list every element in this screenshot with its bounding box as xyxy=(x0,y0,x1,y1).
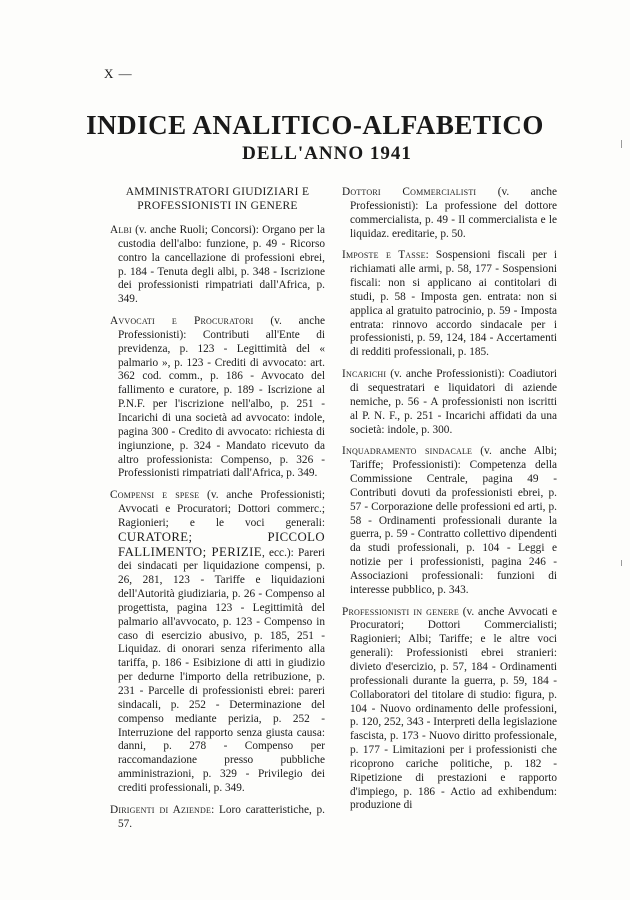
page-subtitle: DELL'ANNO 1941 xyxy=(242,143,412,164)
index-entry-avvocati xyxy=(110,315,325,481)
index-entry-imposte xyxy=(342,249,557,360)
index-entry-albi xyxy=(110,224,325,307)
index-entry-dottori xyxy=(342,186,557,241)
index-entry-compensi xyxy=(110,489,325,796)
entry-text: (v. anche Professionisti; Avvocati e Procuratori; Dottori commerc.; Ragionieri; e le voci generali: xyxy=(118,489,325,529)
left-column xyxy=(110,186,325,839)
entry-head: Compensi e spese xyxy=(110,489,200,502)
entry-text: (v. anche Avvocati e Procuratori; Dottori Commercialisti; Ragionieri; Albi; Tariffe; e le altre voci generali): Professionisti ebrei stranieri: divieto d'esercizio, p. 57, 184 - Ordinamenti professionali durante la guerra, p. 59, 184 - Collaboratori del titolare di studio: figura, p. 104 - Nuovo ordinamento delle professioni, p. 120, 252, 343 - Interpreti della legislazione fascista, p. 173 - Nuovo diritto professionale, p. 177 - Limitazioni per i professionisti che ricoprono cariche politiche, p. 182 - Ripetizione di prestazioni e rapporto d'impiego, p. 186 - Actio ad exhibendum: produzione di xyxy=(350,605,557,812)
scan-mark xyxy=(621,140,622,148)
entry-head: Professionisti in genere xyxy=(342,605,459,618)
page-title: INDICE ANALITICO-ALFABETICO xyxy=(86,110,544,140)
index-entry-dirigenti xyxy=(110,804,325,832)
scan-mark xyxy=(621,560,622,566)
entry-text: (v. anche Professionisti): Contributi all'Ente di previdenza, p. 123 - Legittimità del « palmario », p. 123 - Crediti di avvocato: art. 362 cod. comm., p. 186 - Avvocato del fallimento e curatore, p. 189 - Iscrizione al P.N.F. per l'iscrizione nell'albo, p. 251 - Incarichi di una società ad avvocato: indole, pagina 300 - Credito di avvocato: richiesta di ingiunzione, p. 324 - Mandato ricevuto da altro professionista: Compenso, p. 326 - Professionisti rimpatriati dall'Africa, p. 349. xyxy=(118,315,325,480)
entry-head: Incarichi xyxy=(342,368,387,381)
entry-head: Dottori Commercialisti xyxy=(342,186,477,198)
entry-emphasis: CURATORE; PICCOLO FALLIMENTO; PERIZIE xyxy=(118,529,325,559)
index-entry-incarichi xyxy=(342,368,557,437)
section-heading: AMMINISTRATORI GIUDIZIARI E PROFESSIONISTI IN GENERE xyxy=(125,186,310,212)
right-column xyxy=(342,186,557,821)
entry-text: (v. anche Professionisti): Coadiutori di sequestratari e liquidatori di aziende nemiche, p. 56 - A professionisti non iscritti al P. N. F., p. 251 - Incarichi affidati da una società: indole, p. 300. xyxy=(350,368,557,436)
entry-head: Inquadramento sindacale xyxy=(342,445,473,458)
entry-text: (v. anche Ruoli; Concorsi): Organo per la custodia dell'albo: funzione, p. 49 - Ricorso contro la cancellazione di professioni ebrei, p. 184 - Tenuta degli albi, p. 348 - Iscrizione dei professionisti rimpatriati dall'Africa, p. 349. xyxy=(118,224,325,306)
index-entry-professionisti xyxy=(342,606,557,814)
entry-text: (v. anche Albi; Tariffe; Professionisti): Competenza della Commissione Centrale, pagina 49 - Contributi dovuti da professionisti ebrei, p. 57 - Corporazione delle professioni ed arti, p. 58 - Ordinamenti professionali durante la guerra, p. 59 - Contratto collettivo dipendenti da studi professionali, p. 104 - Leggi e notizie per i professionisti, pagina 246 - Associazioni professionali: funzioni di interesse pubblico, p. 343. xyxy=(350,445,557,596)
page-number: X — xyxy=(104,66,133,81)
entry-head: Imposte e Tasse xyxy=(342,249,426,262)
entry-text: : Loro caratteristiche, p. 57. xyxy=(118,803,325,830)
entry-text: , ecc.): Pareri dei sindacati per liquidazione compensi, p. 26, 281, 123 - Tariffe e liquidazioni dell'Autorità giudiziaria, p. 26 - Compenso al progettista, pagina 123 - Legittimità del palmario all'avvocato, p. 123 - Compenso in caso di esercizio abusivo, p. 185, 251 - Liquidaz. di onorari senza riferimento alla tariffa, p. 186 - Esibizione di atti in giudizio per dedurne l'importo della retribuzione, p. 231 - Parcelle di professionisti ebrei: pareri sindacali, p. 252 - Determinazione del compenso mediante perizia, p. 252 - Interruzione del rapporto senza giusta causa: danni, p. 278 - Compenso per raccomandazione presso pubbliche amministrazioni, p. 329 - Privilegio dei crediti professionali, p. 349. xyxy=(118,546,325,794)
entry-head: Avvocati e Procuratori xyxy=(110,315,254,328)
index-entry-inquadramento xyxy=(342,445,557,597)
entry-head: Albi xyxy=(110,224,132,236)
entry-text: (v. anche Professionisti): La professione del dottore commercialista, p. 49 - Il commercialista e le liquidaz. ereditarie, p. 50. xyxy=(350,186,557,240)
entry-text: : Sospensioni fiscali per i richiamati alle armi, p. 58, 177 - Sospensioni fiscali: non si applicano ai contitolari di studi, p. 58 - Imposta gen. entrata: non si applica al gratuito patrocinio, p. 59 - Imposta entrata: rinnovo accordo sindacale per i professionisti, p. 59, 124, 184 - Accertamenti di redditi professionali, p. 185. xyxy=(350,249,557,359)
entry-head: Dirigenti di Aziende xyxy=(110,803,212,816)
